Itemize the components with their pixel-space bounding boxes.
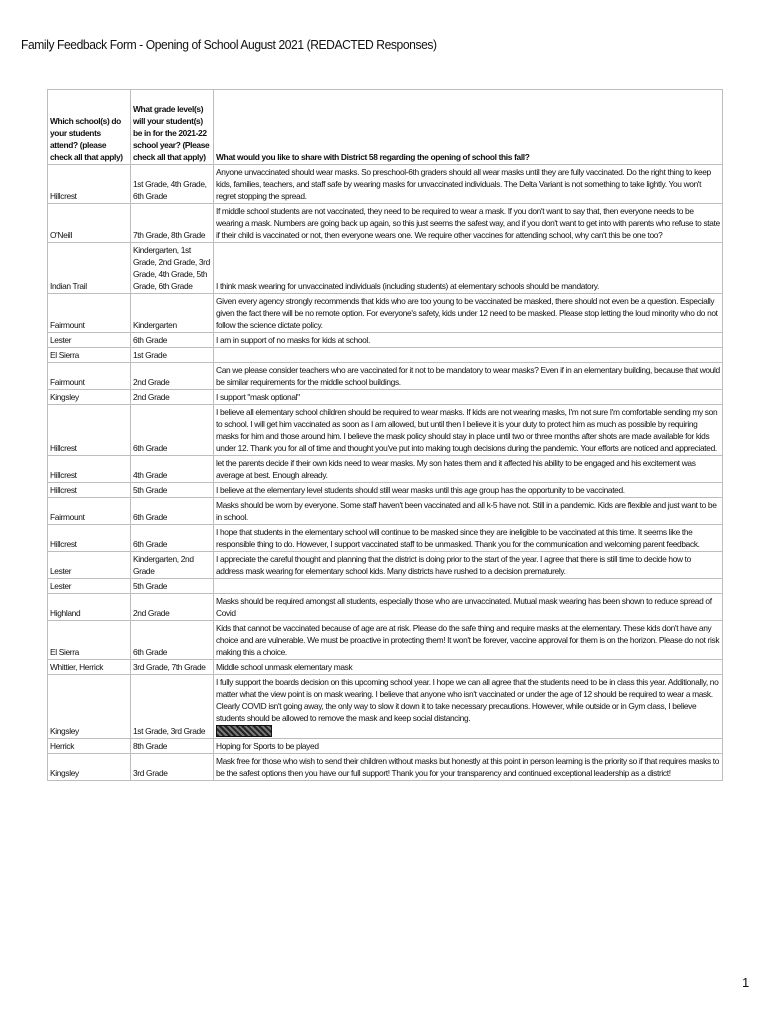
table-row <box>48 660 723 675</box>
comment-cell: I hope that students in the elementary school will continue to be masked since they are ineligible to be vaccinated at this time. It seems like the responsible thing to do. However, I support vaccinated staff to be unmasked. Thank you for the communication and welcoming parent feedback. <box>214 525 723 552</box>
table-row <box>48 498 723 525</box>
school-cell: Kingsley <box>48 753 131 780</box>
grade-cell: 6th Grade <box>131 498 214 525</box>
grade-cell: 8th Grade <box>131 738 214 753</box>
comment-cell: Can we please consider teachers who are vaccinated for it not to be mandatory to wear masks? Even if in an elementary building, because that would be similar requirements for the middle school buildings. <box>214 363 723 390</box>
school-cell: Highland <box>48 594 131 621</box>
comment-cell: If middle school students are not vaccinated, they need to be required to wear a mask. If you don't want to say that, then everyone needs to be wearing a mask. Numbers are going back up again, so this just seems the safest way, and if you don't want to get into with parents who refuse to state if their child is vaccinated or not, then everyone wears one. We require other vaccines for attending school, why can't this be one too? <box>214 204 723 243</box>
grade-cell: Kindergarten, 2nd Grade <box>131 552 214 579</box>
comment-cell: I believe all elementary school children should be required to wear masks. If kids are not wearing masks, I'm not sure I'm comfortable sending my son to school. I will get him vaccinated as soon as I am allowed, but until then I believe it is your duty to protect him as much as possible by requiring masks for him and those around him. I believe the mask policy should stay in place until two or three months after shots are made available for kids under 12. Thank you for all of time and thought you've put into making tough decisions during the pandemic. Your efforts are noticed and appreciated. <box>214 405 723 456</box>
grade-cell: 3rd Grade, 7th Grade <box>131 660 214 675</box>
table-row <box>48 390 723 405</box>
school-cell: Fairmount <box>48 363 131 390</box>
comment-cell <box>214 579 723 594</box>
table-row <box>48 363 723 390</box>
comment-text: I fully support the boards decision on this upcoming school year. I hope we can all agree that the students need to be in class this year. Additionally, no matter what the view point is on mask wearing. I believe that anyone who isn't vaccinated or under the age of 12 should be required to wear a mask. Clearly COVID isn't going away, the only way to slow it down it to take necessary precautions. However, while outside or in Gym class, I believe students should be allowed to remove the mask and keep social distancing. <box>216 677 719 723</box>
redacted-block <box>216 725 272 737</box>
grade-cell: 1st Grade, 3rd Grade <box>131 675 214 739</box>
table-row <box>48 405 723 456</box>
table-row <box>48 456 723 483</box>
table-row <box>48 675 723 739</box>
comment-cell: Anyone unvaccinated should wear masks. So preschool-6th graders should all wear masks until they are fully vaccinated. Do the right thing to keep kids, families, teachers, and staff safe by wearing masks for unvaccinated individuals. The Delta Variant is not something to take lightly. You won't regret stopping the spread. <box>214 165 723 204</box>
grade-cell: Kindergarten <box>131 294 214 333</box>
table-row <box>48 594 723 621</box>
grade-cell: 1st Grade, 4th Grade, 6th Grade <box>131 165 214 204</box>
grade-cell: 4th Grade <box>131 456 214 483</box>
comment-cell: I think mask wearing for unvaccinated individuals (including students) at elementary schools should be mandatory. <box>214 243 723 294</box>
comment-cell: I believe at the elementary level students should still wear masks until this age group has the opportunity to be vaccinated. <box>214 483 723 498</box>
comment-cell <box>214 675 723 739</box>
school-cell: Lester <box>48 333 131 348</box>
school-cell: Hillcrest <box>48 483 131 498</box>
document-title: Family Feedback Form - Opening of School August 2021 (REDACTED Responses) <box>21 37 437 52</box>
school-cell: Hillcrest <box>48 456 131 483</box>
comment-cell: Masks should be worn by everyone. Some staff haven't been vaccinated and all k-5 have not. Still in a pandemic. Kids are flexible and just want to be in school. <box>214 498 723 525</box>
grade-cell: 6th Grade <box>131 525 214 552</box>
grade-cell: 2nd Grade <box>131 390 214 405</box>
school-cell: Fairmount <box>48 294 131 333</box>
grade-cell: 2nd Grade <box>131 594 214 621</box>
comment-cell: I support "mask optional" <box>214 390 723 405</box>
grade-cell: 6th Grade <box>131 621 214 660</box>
comment-cell: Given every agency strongly recommends that kids who are too young to be vaccinated be masked, there should not even be a question. Especially given the fact there will be no remote option. For everyone's safety, kids under 12 need to be masked. Please stop letting the loud minority who do not follow the science dictate policy. <box>214 294 723 333</box>
comment-cell: Masks should be required amongst all students, especially those who are unvaccinated. Mutual mask wearing has been shown to reduce spread of Covid <box>214 594 723 621</box>
school-cell: El Sierra <box>48 348 131 363</box>
school-cell: Whittier, Herrick <box>48 660 131 675</box>
table-row <box>48 204 723 243</box>
comment-cell: Mask free for those who wish to send their children without masks but honestly at this point in person learning is the priority so if that requires masks to be the safest options then you have our full support! Thank you for your transparency and continued exceptional leadership as a district! <box>214 753 723 780</box>
grade-cell: 5th Grade <box>131 579 214 594</box>
table-row <box>48 621 723 660</box>
page-number: 1 <box>742 975 750 990</box>
table-row <box>48 165 723 204</box>
table-row <box>48 552 723 579</box>
school-cell: Lester <box>48 579 131 594</box>
table-row <box>48 753 723 780</box>
table-row <box>48 333 723 348</box>
grade-cell: 3rd Grade <box>131 753 214 780</box>
responses-table <box>47 89 723 781</box>
school-cell: Indian Trail <box>48 243 131 294</box>
table-header-row <box>48 90 723 165</box>
school-cell: Fairmount <box>48 498 131 525</box>
comment-cell: I am in support of no masks for kids at school. <box>214 333 723 348</box>
column-header-grade: What grade level(s) will your student(s) be in for the 2021-22 school year? (Please check all that apply) <box>131 90 214 165</box>
table-row <box>48 738 723 753</box>
grade-cell: 6th Grade <box>131 333 214 348</box>
comment-cell: Middle school unmask elementary mask <box>214 660 723 675</box>
school-cell: Herrick <box>48 738 131 753</box>
table-row <box>48 243 723 294</box>
grade-cell: 1st Grade <box>131 348 214 363</box>
grade-cell: 2nd Grade <box>131 363 214 390</box>
school-cell: Kingsley <box>48 675 131 739</box>
table-row <box>48 348 723 363</box>
table-row <box>48 525 723 552</box>
column-header-school: Which school(s) do your students attend? (please check all that apply) <box>48 90 131 165</box>
column-header-comment: What would you like to share with District 58 regarding the opening of school this fall? <box>214 90 723 165</box>
comment-cell <box>214 348 723 363</box>
grade-cell: 6th Grade <box>131 405 214 456</box>
school-cell: El Sierra <box>48 621 131 660</box>
school-cell: Kingsley <box>48 390 131 405</box>
comment-cell: let the parents decide if their own kids need to wear masks. My son hates them and it affected his ability to be engaged and his excitement was average at best. Enough already. <box>214 456 723 483</box>
comment-cell: Kids that cannot be vaccinated because of age are at risk. Please do the safe thing and require masks at the elementary. These kids don't have any choice and are vulnerable. We must be proactive in protecting them! It won't be forever, vaccine approval for them is on the horizon. Please do not risk making this a choice. <box>214 621 723 660</box>
comment-cell: I appreciate the careful thought and planning that the district is doing prior to the start of the year. I agree that there is still time to decide how to address mask wearing for elementary school kids. Many districts have rushed to a decision prematurely. <box>214 552 723 579</box>
grade-cell: Kindergarten, 1st Grade, 2nd Grade, 3rd Grade, 4th Grade, 5th Grade, 6th Grade <box>131 243 214 294</box>
table-row <box>48 483 723 498</box>
school-cell: Lester <box>48 552 131 579</box>
school-cell: Hillcrest <box>48 525 131 552</box>
school-cell: O'Neill <box>48 204 131 243</box>
grade-cell: 5th Grade <box>131 483 214 498</box>
grade-cell: 7th Grade, 8th Grade <box>131 204 214 243</box>
table-row <box>48 579 723 594</box>
comment-cell: Hoping for Sports to be played <box>214 738 723 753</box>
school-cell: Hillcrest <box>48 405 131 456</box>
table-row <box>48 294 723 333</box>
school-cell: Hillcrest <box>48 165 131 204</box>
